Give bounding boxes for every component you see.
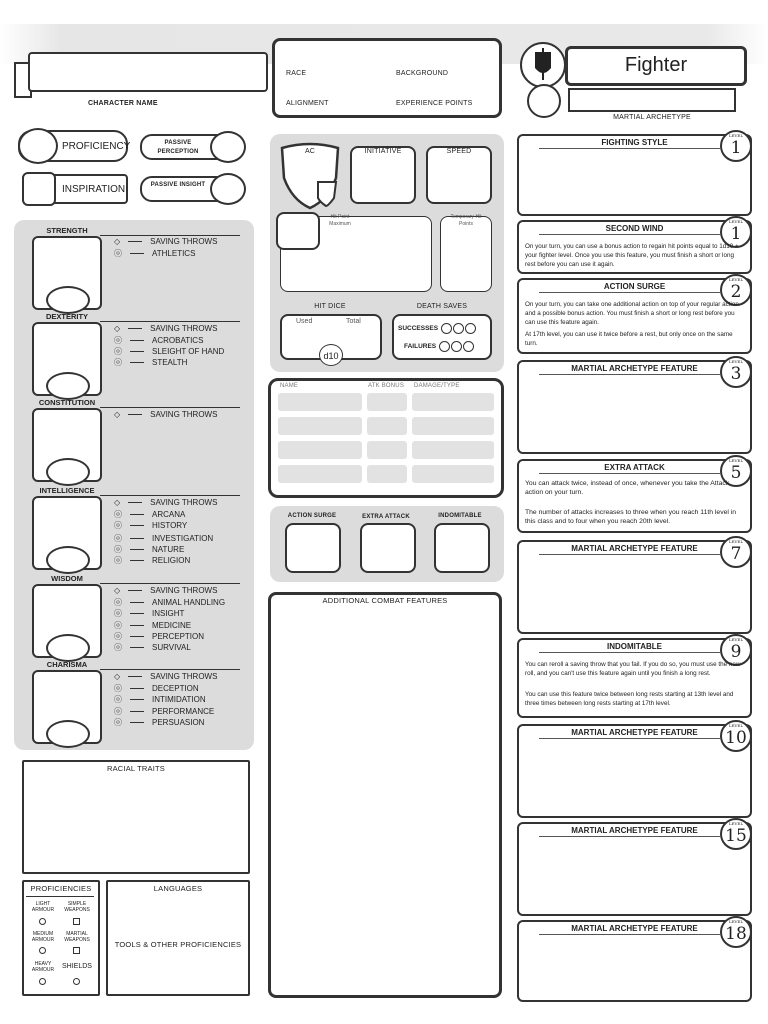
failure-checkbox[interactable] (463, 341, 474, 352)
character-name-banner[interactable] (14, 52, 268, 98)
heavy-armour-label: HEAVY ARMOUR (31, 961, 55, 973)
tracker-label-extra-attack: EXTRA ATTACK (362, 514, 410, 520)
initiative-label: INITIATIVE (364, 148, 402, 155)
attack-cell[interactable] (278, 465, 362, 483)
inspiration-label: INSPIRATION (62, 184, 126, 195)
feature-extra-attack[interactable]: EXTRA ATTACK LEVEL 5 You can attack twice, instead of once, whenever you take the Attack action on your turn. The number of attacks increases to three when you reach 11th level in this class and to four when you reach 20th level. (517, 459, 752, 533)
medium-armour-checkbox[interactable] (39, 947, 46, 954)
light-armour-checkbox[interactable] (39, 918, 46, 925)
ability-score-box[interactable]: CHARISMA (32, 670, 102, 744)
skill-row[interactable]: ⓞ STEALTH (114, 358, 188, 367)
skill-row[interactable]: ⓞ PERFORMANCE (114, 707, 215, 716)
attack-damage-header: DAMAGE/TYPE (414, 383, 460, 389)
failures-label: FAILURES (404, 343, 437, 351)
languages-box[interactable] (106, 880, 250, 996)
skill-row[interactable]: ⓞ ANIMAL HANDLING (114, 598, 226, 607)
race-label: RACE (286, 70, 307, 77)
level-badge: LEVEL 18 (720, 916, 752, 948)
medium-armour-label: MEDIUM ARMOUR (31, 931, 55, 943)
tracker-label-indomitable: INDOMITABLE (438, 513, 482, 519)
attack-cell[interactable] (278, 417, 362, 435)
ability-intelligence (0, 486, 250, 576)
extra-attack-tracker[interactable] (360, 523, 416, 573)
level-badge: LEVEL 15 (720, 818, 752, 850)
skill-row[interactable]: ⓞ INTIMIDATION (114, 695, 206, 704)
action-surge-tracker[interactable] (285, 523, 341, 573)
skill-row[interactable]: ⓞ MEDICINE (114, 621, 192, 630)
feature-martial-archetype-18[interactable]: MARTIAL ARCHETYPE FEATURE LEVEL 18 (517, 920, 752, 1002)
success-checkbox[interactable] (453, 323, 464, 334)
hit-dice-label: HIT DICE (314, 303, 346, 310)
feature-indomitable[interactable]: INDOMITABLE LEVEL 9 You can reroll a saving throw that you fail. If you do so, you must use the new roll, and you can't use this feature again until you finish a long rest. You can use this feature twice between long rests starting at 13th level and three times between long rests starting at 17th level. (517, 638, 752, 718)
success-checkbox[interactable] (441, 323, 452, 334)
skill-row[interactable]: ⓞ ACROBATICS (114, 336, 204, 345)
proficiency-bonus[interactable] (18, 130, 131, 162)
speed-label: SPEED (446, 148, 472, 155)
level-badge: LEVEL 9 (720, 634, 752, 666)
feature-fighting-style[interactable]: FIGHTING STYLE LEVEL 1 (517, 134, 752, 216)
indomitable-tracker[interactable] (434, 523, 490, 573)
temp-hp-label: Temporary Hit Points (450, 214, 482, 227)
saving-throw-row[interactable]: ◇ SAVING THROWS (114, 586, 218, 595)
death-saves-box (392, 314, 492, 360)
level-circle[interactable] (527, 84, 561, 118)
saving-throw-row[interactable]: ◇ SAVING THROWS (114, 672, 218, 681)
martial-weapons-checkbox[interactable] (73, 947, 80, 954)
ability-score-box[interactable]: STRENGTH (32, 236, 102, 310)
light-armour-label: LIGHT ARMOUR (31, 901, 55, 913)
hp-max-label: Hit Point Maximum (329, 214, 351, 227)
attack-cell[interactable] (367, 465, 407, 483)
attack-cell[interactable] (412, 393, 494, 411)
saving-throw-row[interactable]: ◇ SAVING THROWS (114, 237, 218, 246)
passive-insight[interactable] (140, 176, 244, 202)
alignment-label: ALIGNMENT (286, 100, 329, 107)
skill-row[interactable]: ⓞ INVESTIGATION (114, 534, 214, 543)
level-badge: LEVEL 2 (720, 274, 752, 306)
feature-action-surge[interactable]: ACTION SURGE LEVEL 2 On your turn, you can take one additional action on top of your regular action and a possible bonus action. You must finish a short or long rest before you can use this feature again. At 17th level, you can use it twice before a rest, but only once on the same turn. (517, 278, 752, 354)
archetype-label: MARTIAL ARCHETYPE (613, 114, 691, 121)
ability-score-box[interactable]: DEXTERITY (32, 322, 102, 396)
attack-cell[interactable] (367, 441, 407, 459)
passive-insight-label: PASSIVE INSIGHT (150, 182, 206, 188)
hp-corner-box (276, 212, 320, 250)
attack-bonus-header: ATK BONUS (368, 383, 405, 389)
simple-weapons-label: SIMPLE WEAPONS (64, 901, 90, 913)
skill-row[interactable]: ⓞ PERCEPTION (114, 632, 205, 641)
level-badge: LEVEL 5 (720, 455, 752, 487)
feature-martial-archetype-10[interactable]: MARTIAL ARCHETYPE FEATURE LEVEL 10 (517, 724, 752, 818)
skill-row[interactable]: ⓞ ATHLETICS (114, 249, 196, 258)
ability-strength (0, 226, 250, 316)
ability-dexterity (0, 312, 250, 402)
feature-martial-archetype-15[interactable]: MARTIAL ARCHETYPE FEATURE LEVEL 15 (517, 822, 752, 916)
attack-cell[interactable] (367, 417, 407, 435)
passive-perception-label: PASSIVE PERCEPTION (157, 140, 199, 155)
successes-row (398, 323, 476, 334)
saving-throw-row[interactable]: ◇ SAVING THROWS (114, 498, 218, 507)
feature-martial-archetype-7[interactable]: MARTIAL ARCHETYPE FEATURE LEVEL 7 (517, 540, 752, 634)
proficiencies-label: PROFICIENCIES (30, 884, 92, 893)
attack-cell[interactable] (412, 465, 494, 483)
attack-cell[interactable] (412, 417, 494, 435)
level-badge: LEVEL 3 (720, 356, 752, 388)
level-badge: LEVEL 10 (720, 720, 752, 752)
ability-charisma (0, 660, 250, 750)
class-emblem (520, 42, 566, 88)
background-label: BACKGROUND (396, 70, 449, 77)
ac-label: AC (304, 148, 316, 155)
saving-throw-row[interactable]: ◇ SAVING THROWS (114, 324, 218, 333)
successes-label: SUCCESSES (398, 325, 439, 333)
skill-row[interactable]: ⓞ DECEPTION (114, 684, 199, 693)
skill-row[interactable]: ⓞ NATURE (114, 545, 185, 554)
racial-traits-box[interactable] (22, 760, 250, 874)
level-badge: LEVEL 7 (720, 536, 752, 568)
shield-icon (522, 44, 564, 86)
attack-name-header: NAME (280, 383, 299, 389)
ability-score-box[interactable]: WISDOM (32, 584, 102, 658)
additional-features-box[interactable] (268, 592, 502, 998)
tools-label: TOOLS & OTHER PROFICIENCIES (114, 940, 242, 949)
level-badge: LEVEL 1 (720, 130, 752, 162)
hit-die-badge: d10 (319, 344, 343, 366)
proficiency-label: PROFICIENCY (62, 141, 131, 152)
heavy-armour-checkbox[interactable] (39, 978, 46, 985)
languages-label: LANGUAGES (153, 884, 203, 893)
skill-row[interactable]: ⓞ INSIGHT (114, 609, 185, 618)
failure-checkbox[interactable] (451, 341, 462, 352)
skill-row[interactable]: ⓞ ARCANA (114, 510, 186, 519)
inspiration[interactable] (22, 174, 128, 204)
ability-score-box[interactable]: INTELLIGENCE (32, 496, 102, 570)
shields-label: SHIELDS (62, 963, 92, 970)
attack-cell[interactable] (412, 441, 494, 459)
skill-row[interactable]: ⓞ SLEIGHT OF HAND (114, 347, 225, 356)
attack-cell[interactable] (278, 393, 362, 411)
skill-row[interactable]: ⓞ RELIGION (114, 556, 191, 565)
experience-label: EXPERIENCE POINTS (396, 100, 473, 107)
martial-weapons-label: MARTIAL WEAPONS (64, 931, 90, 943)
armor-class[interactable] (278, 140, 342, 210)
skill-row[interactable]: ⓞ HISTORY (114, 521, 188, 530)
death-saves-label: DEATH SAVES (416, 303, 468, 310)
ability-score-box[interactable]: CONSTITUTION (32, 408, 102, 482)
class-name: Fighter (624, 54, 688, 76)
failures-row (404, 341, 474, 352)
skill-row[interactable]: ⓞ PERSUASION (114, 718, 205, 727)
saving-throw-row[interactable]: ◇ SAVING THROWS (114, 410, 218, 419)
attack-cell[interactable] (278, 441, 362, 459)
feature-second-wind[interactable]: SECOND WIND LEVEL 1 On your turn, you can use a bonus action to regain hit points equal to 1d10 + your fighter level. Once you use this feature, you must finish a short or long rest before you can use it again. (517, 220, 752, 274)
hit-dice-total: Total (346, 318, 361, 325)
shields-checkbox[interactable] (73, 978, 80, 985)
racial-traits-label: RACIAL TRAITS (106, 764, 166, 773)
hit-dice-used: Used (296, 318, 313, 325)
archetype-box[interactable] (568, 88, 736, 112)
ability-wisdom (0, 574, 250, 664)
tracker-label-action-surge: ACTION SURGE (287, 513, 337, 519)
level-badge: LEVEL 1 (720, 216, 752, 248)
passive-perception[interactable] (140, 134, 244, 160)
character-name-label: CHARACTER NAME (88, 100, 158, 107)
attack-cell[interactable] (367, 393, 407, 411)
ability-constitution (0, 398, 250, 488)
skill-row[interactable]: ⓞ SURVIVAL (114, 643, 191, 652)
failure-checkbox[interactable] (439, 341, 450, 352)
success-checkbox[interactable] (465, 323, 476, 334)
feature-martial-archetype-3[interactable]: MARTIAL ARCHETYPE FEATURE LEVEL 3 (517, 360, 752, 454)
additional-features-label: ADDITIONAL COMBAT FEATURES (322, 596, 448, 605)
simple-weapons-checkbox[interactable] (73, 918, 80, 925)
